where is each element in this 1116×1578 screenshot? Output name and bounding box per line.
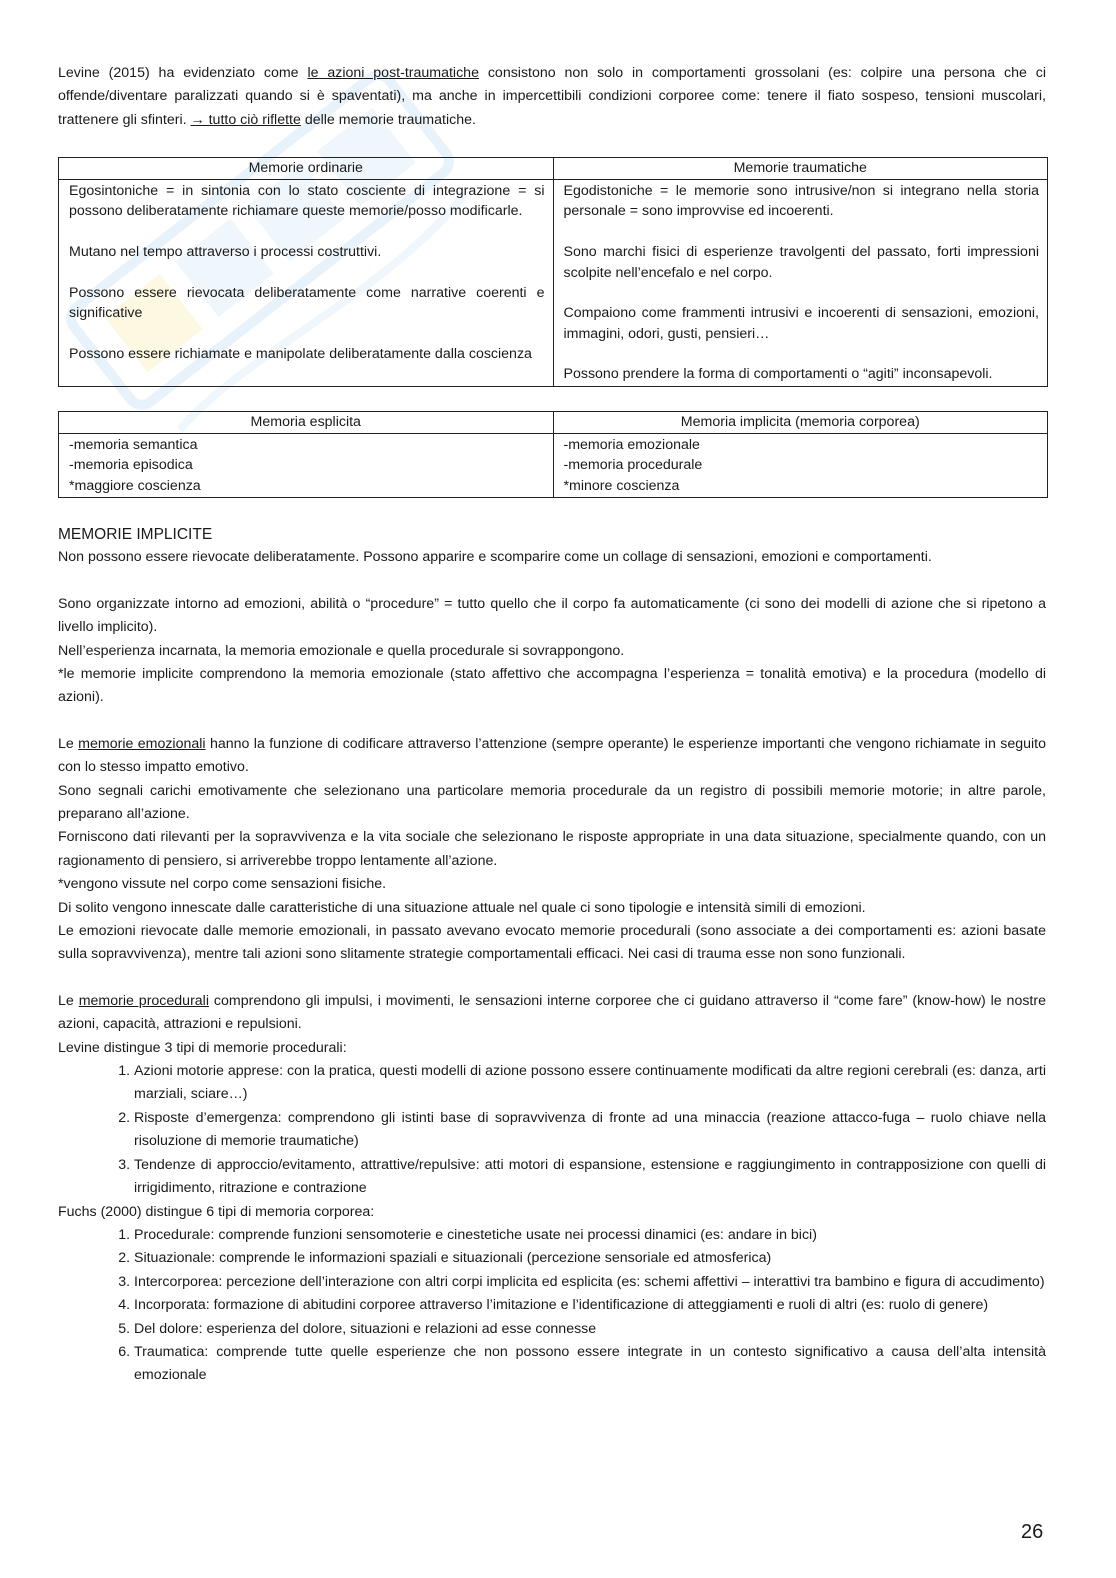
list-item: 1. Azioni motorie apprese: con la pratica, questi modelli di azione possono essere continuamente modificati da altre regioni cerebrali (es: danza, arti marziali, sciare…) [134,1060,1046,1107]
list-item: 2. Risposte d’emergenza: comprendono gli istinti base di sopravvivenza di fronte ad una minaccia (reazione attacco-fuga – ruolo chiave nella risoluzione di memorie traumatiche) [134,1107,1046,1154]
paragraph-memorie-emozionali: Le memorie emozionali hanno la funzione di codificare attraverso l’attenzione (sempre operante) le esperienze importanti che vengono richiamate in seguito con lo stesso impatto emotivo. [58,735,1046,776]
cell-memoria-implicita: -memoria emozionale -memoria procedurale *minore coscienza [553,433,1048,498]
memory-comparison-table [58,157,1048,387]
list-item: 3. Tendenze di approccio/evitamento, attrattive/repulsive: atti motori di espansione, estensione e raggiungimento in contrapposizione con quelli di irrigidimento, ritrazione e contrazione [134,1154,1046,1201]
header-memoria-esplicita: Memoria esplicita [59,411,554,433]
list-item: 2. Situazionale: comprende le informazioni spaziali e situazionali (percezione sensoriale ed atmosferica) [134,1247,1046,1270]
document-page [58,62,1046,1388]
header-memoria-implicita: Memoria implicita (memoria corporea) [553,411,1048,433]
paragraph: Le emozioni rievocate dalle memorie emozionali, in passato avevano evocato memorie procedurali (sono associate a dei comportamenti es: azioni basate sulla sopravvivenza), mentre tali azioni sono slitamente strategie comportamentali efficaci. Nei casi di trauma esse non sono funzionali. [58,923,1046,963]
paragraph-memorie-procedurali: Le memorie procedurali comprendono gli impulsi, i movimenti, le sensazioni interne corporee che ci guidano attraverso il “come fare” (know-how) le nostre azioni, capacità, attrazioni e repulsioni. [58,992,1046,1033]
paragraph: *vengono vissute nel corpo come sensazioni fisiche. [58,876,387,893]
paragraph: Levine distingue 3 tipi di memorie procedurali: [58,1039,347,1056]
intro-paragraph: Levine (2015) ha evidenziato come le azioni post-traumatiche consistono non solo in comportamenti grossolani (es: colpire una persona che ci offende/diventare paralizzati quando si è spaventati), ma anche in impercettibili condizioni corporee come: tenere il fiato sospeso, tensioni muscolari, trattenere gli sfinteri. → tutto ciò riflette delle memorie traumatiche. [58,65,1046,128]
cell-memorie-traumatiche: Egodistoniche = le memorie sono intrusive/non si integrano nella storia personale = sono improvvise ed incoerenti. Sono marchi fisici di esperienze travolgenti del passato, forti impressioni scolpite nell’encefalo e nel corpo. Compaiono come frammenti intrusivi e incoerenti di sensazioni, emozioni, immagini, odori, gusti, pensieri… Possono prendere la forma di comportamenti o “agiti” inconsapevoli. [553,179,1048,386]
paragraph: Di solito vengono innescate dalle caratteristiche di una situazione attuale nel quale ci sono tipologie e intensità simili di emozioni. [58,899,866,916]
paragraph: Forniscono dati rilevanti per la sopravvivenza e la vita sociale che selezionano le risposte appropriate in una data situazione, specialmente quando, con un ragionamento di pensiero, si arriverebbe troppo lentamente all’azione. [58,829,1046,869]
paragraph: Non possono essere rievocate deliberatamente. Possono apparire e scomparire come un collage di sensazioni, emozioni e comportamenti. [58,549,932,566]
cell-memorie-ordinarie: Egosintoniche = in sintonia con lo stato cosciente di integrazione = si possono deliberatamente richiamare queste memorie/posso modificarle. Mutano nel tempo attraverso i processi costruttivi. Possono essere rievocata deliberatamente come narrative coerenti e significative Possono essere richiamate e manipolate deliberatamente dalla coscienza [59,179,554,386]
header-memorie-traumatiche: Memorie traumatiche [553,158,1048,180]
levine-list [58,1060,1046,1200]
paragraph: Sono segnali carichi emotivamente che selezionano una particolare memoria procedurale da un registro di possibili memorie motorie; in altre parole, preparano all’azione. [58,782,1046,822]
paragraph: *le memorie implicite comprendono la memoria emozionale (stato affettivo che accompagna l’esperienza = tonalità emotiva) e la procedura (modello di azioni). [58,665,1046,706]
paragraph: Sono organizzate intorno ad emozioni, abilità o “procedure” = tutto quello che il corpo fa automaticamente (ci sono dei modelli di azione che si ripetono a livello implicito). [58,595,1046,636]
list-item: 4. Incorporata: formazione di abitudini corporee attraverso l’imitazione e l’identificazione di atteggiamenti e ruoli di altri (es: ruolo di genere) [134,1294,1046,1317]
fuchs-list [58,1224,1046,1388]
list-item: 3. Intercorporea: percezione dell’interazione con altri corpi implicita ed esplicita (es: schemi affettivi – interattivi tra bambino e figura di accudimento) [134,1271,1046,1294]
list-item: 1. Procedurale: comprende funzioni sensomoterie e cinestetiche usate nei processi dinamici (es: andare in bici) [134,1224,1046,1247]
paragraph: Nell’esperienza incarnata, la memoria emozionale e quella procedurale si sovrappongono. [58,642,625,659]
list-item: 5. Del dolore: esperienza del dolore, situazioni e relazioni ad esse connesse [134,1318,1046,1341]
memory-type-table [58,411,1048,498]
header-memorie-ordinarie: Memorie ordinarie [59,158,554,180]
list-item: 6. Traumatica: comprende tutte quelle esperienze che non possono essere integrate in un contesto significativo a causa dell’alta intensità emozionale [134,1341,1046,1388]
cell-memoria-esplicita: -memoria semantica -memoria episodica *maggiore coscienza [59,433,554,498]
section-heading: MEMORIE IMPLICITE [58,526,213,544]
paragraph: Fuchs (2000) distingue 6 tipi di memoria corporea: [58,1203,375,1220]
page-number: 26 [1021,1521,1044,1543]
